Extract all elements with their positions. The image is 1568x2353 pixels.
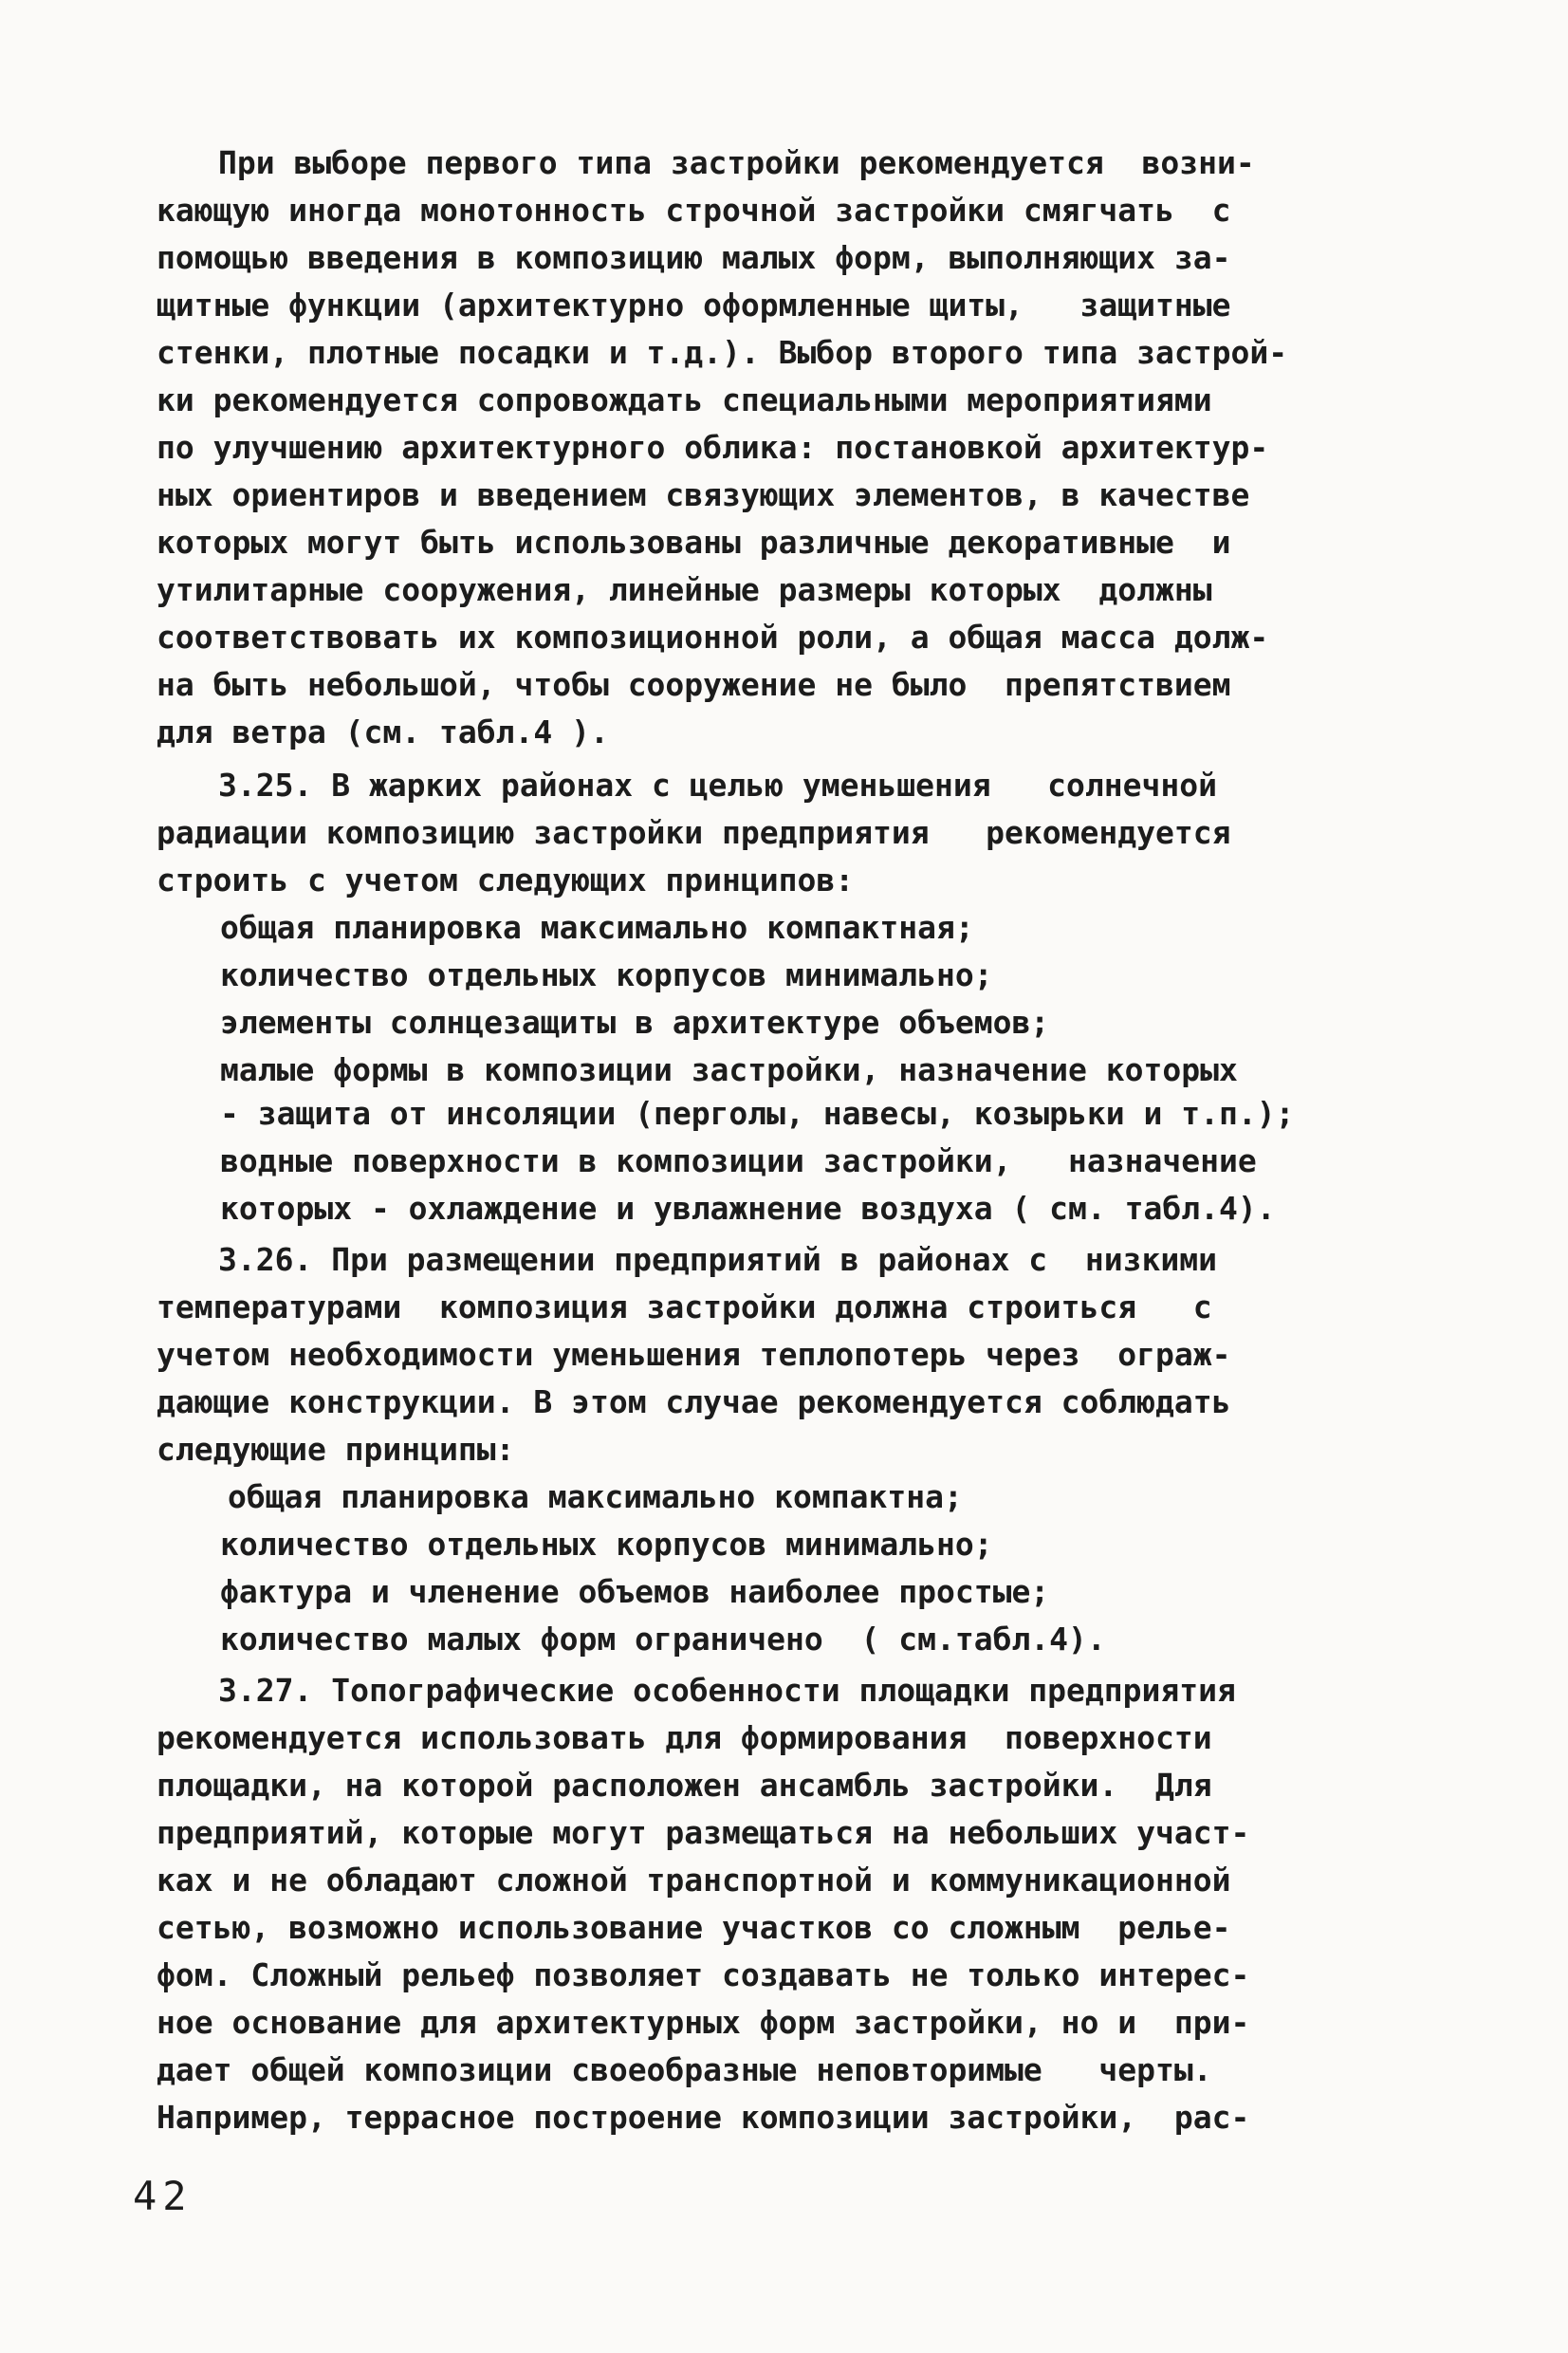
text-line: на быть небольшой, чтобы сооружение не было препятствием	[157, 666, 1231, 703]
text-line: 3.25. В жарких районах с целью уменьшения солнечной	[218, 767, 1217, 804]
text-line: При выборе первого типа застройки рекомендуется возни-	[218, 144, 1255, 181]
text-line: площадки, на которой расположен ансамбль застройки. Для	[157, 1767, 1212, 1804]
text-line: дает общей композиции своеобразные неповторимые черты.	[157, 2051, 1212, 2088]
list-item: которых - охлаждение и увлажнение воздуха ( см. табл.4).	[220, 1190, 1276, 1227]
text-line: помощью введения в композицию малых форм, выполняющих за-	[157, 239, 1231, 276]
text-line: ках и не обладают сложной транспортной и коммуникационной	[157, 1862, 1231, 1899]
text-line: ное основание для архитектурных форм застройки, но и при-	[157, 2004, 1250, 2041]
text-line: предприятий, которые могут размещаться на небольших участ-	[157, 1814, 1250, 1851]
text-line: кающую иногда монотонность строчной застройки смягчать с	[157, 192, 1231, 229]
text-line: щитные функции (архитектурно оформленные щиты, защитные	[157, 287, 1231, 324]
text-line: утилитарные сооружения, линейные размеры которых должны	[157, 571, 1212, 608]
page-number: 42	[133, 2173, 193, 2219]
list-item: фактура и членение объемов наиболее простые;	[220, 1573, 1050, 1610]
list-item: - защита от инсоляции (перголы, навесы, козырьки и т.п.);	[220, 1095, 1295, 1132]
text-line: которых могут быть использованы различные декоративные и	[157, 524, 1231, 561]
list-item: общая планировка максимально компактная;	[220, 909, 974, 946]
list-item: элементы солнцезащиты в архитектуре объемов;	[220, 1004, 1050, 1041]
text-line: соответствовать их композиционной роли, а общая масса долж-	[157, 619, 1269, 656]
text-line: по улучшению архитектурного облика: постановкой архитектур-	[157, 429, 1269, 466]
text-line: стенки, плотные посадки и т.д.). Выбор второго типа застрой-	[157, 334, 1288, 371]
text-line: температурами композиция застройки должна строиться с	[157, 1288, 1212, 1325]
text-line: ных ориентиров и введением связующих элементов, в качестве	[157, 476, 1250, 513]
text-line: ки рекомендуется сопровождать специальными мероприятиями	[157, 381, 1212, 418]
text-line: для ветра (см. табл.4 ).	[157, 713, 609, 750]
text-line: сетью, возможно использование участков со сложным релье-	[157, 1909, 1231, 1946]
list-item: количество отдельных корпусов минимально;	[220, 1526, 993, 1563]
list-item: общая планировка максимально компактна;	[228, 1478, 963, 1515]
text-line: Например, террасное построение композиции застройки, рас-	[157, 2099, 1250, 2136]
text-line: 3.26. При размещении предприятий в районах с низкими	[218, 1241, 1217, 1278]
list-item: водные поверхности в композиции застройки, назначение	[220, 1142, 1257, 1179]
text-line: фом. Сложный рельеф позволяет создавать не только интерес-	[157, 1956, 1250, 1993]
text-line: дающие конструкции. В этом случае рекомендуется соблюдать	[157, 1383, 1231, 1420]
text-line: 3.27. Топографические особенности площадки предприятия	[218, 1672, 1236, 1709]
list-item: количество отдельных корпусов минимально;	[220, 956, 993, 993]
list-item: малые формы в композиции застройки, назначение которых	[220, 1051, 1238, 1088]
list-item: количество малых форм ограничено ( см.табл.4).	[220, 1621, 1106, 1658]
text-line: следующие принципы:	[157, 1431, 515, 1468]
text-line: учетом необходимости уменьшения теплопотерь через ограж-	[157, 1336, 1231, 1373]
text-line: строить с учетом следующих принципов:	[157, 862, 855, 899]
text-line: радиации композицию застройки предприятия рекомендуется	[157, 814, 1231, 851]
text-line: рекомендуется использовать для формирования поверхности	[157, 1719, 1212, 1756]
